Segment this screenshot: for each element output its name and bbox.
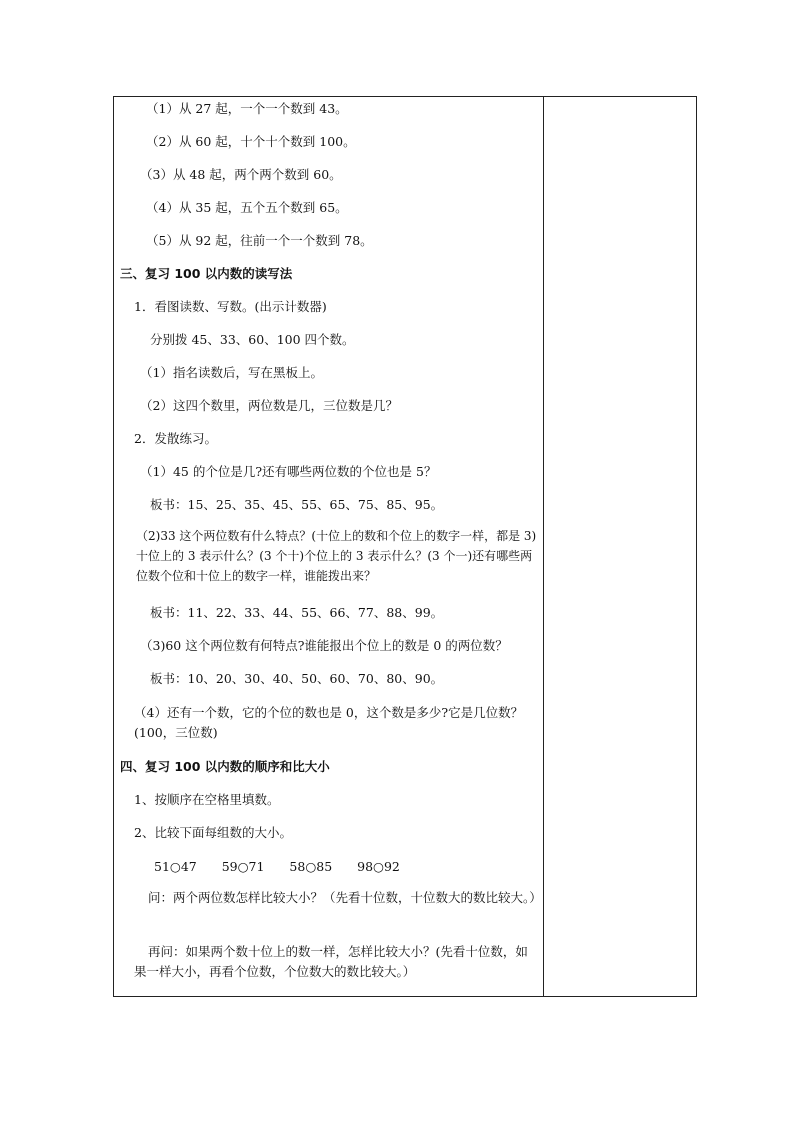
text-paragraph: 问：两个两位数怎样比较大小？（先看十位数，十位数大的数比较大。）	[148, 890, 542, 905]
text-line: 2、比较下面每组数的大小。	[134, 825, 292, 840]
text-line: 2．发散练习。	[134, 431, 217, 446]
text-paragraph: 再问：如果两个数十位上的数一样，怎样比较大小？(先看十位数，如果一样大小，再看个位数，个位数大的数比较大。）	[134, 944, 528, 979]
text-line: 1．看图读数、写数。(出示计数器)	[134, 299, 327, 314]
text-line: （1）指名读数后，写在黑板上。	[140, 365, 323, 380]
text-line: （1）从 27 起，一个一个数到 43。	[146, 101, 348, 116]
text-paragraph: （4）还有一个数，它的个位的数也是 0，这个数是多少?它是几位数？(100，三位数)	[134, 705, 524, 740]
text-line: （2）这四个数里，两位数是几，三位数是几？	[140, 398, 398, 413]
text-line: 板书：10、20、30、40、50、60、70、80、90。	[150, 671, 444, 686]
text-line: （5）从 92 起，往前一个一个数到 78。	[146, 233, 373, 248]
text-line: 1、按顺序在空格里填数。	[134, 792, 280, 807]
section-heading: 三、复习 100 以内数的读写法	[120, 266, 293, 281]
text-line: 板书：15、25、35、45、55、65、75、85、95。	[150, 497, 444, 512]
section-heading: 四、复习 100 以内数的顺序和比大小	[120, 759, 330, 774]
text-line: 分别拨 45、33、60、100 四个数。	[150, 332, 355, 347]
comparison-row: 51○47 59○71 58○85 98○92	[154, 859, 400, 874]
lesson-table	[113, 96, 697, 997]
text-line: 板书：11、22、33、44、55、66、77、88、99。	[150, 605, 444, 620]
text-line: （3）从 48 起，两个两个数到 60。	[140, 167, 342, 182]
text-line: （1）45 的个位是几?还有哪些两位数的个位也是 5？	[140, 464, 437, 479]
text-line: （2）从 60 起，十个十个数到 100。	[146, 134, 356, 149]
text-line: （4）从 35 起，五个五个数到 65。	[146, 200, 348, 215]
text-paragraph: （2)33 这个两位数有什么特点？(十位上的数和个位上的数字一样，都是 3)十位上的 3 表示什么？(3 个十)个位上的 3 表示什么？(3 个一)还有哪些两位数个位和十位上的数字一样，谁能拨出来？	[136, 529, 537, 583]
text-line: （3)60 这个两位数有何特点?谁能报出个位上的数是 0 的两位数？	[140, 638, 508, 653]
right-column-cell	[544, 97, 696, 996]
